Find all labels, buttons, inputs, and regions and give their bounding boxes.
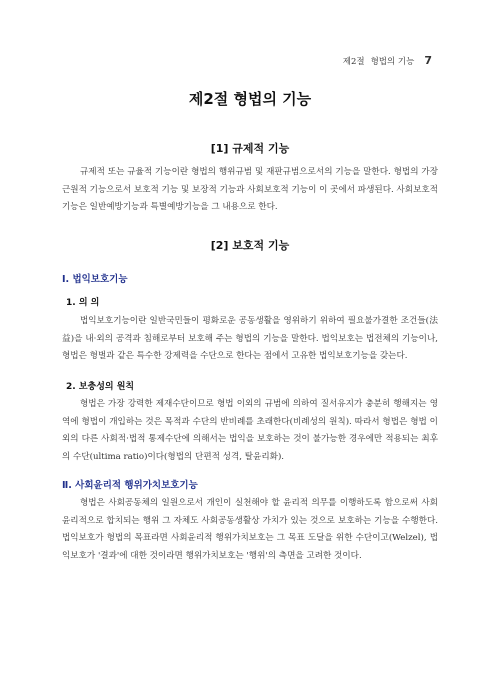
running-head-section: 제2절 xyxy=(342,57,365,67)
section-heading-regulatory: [1] 규제적 기능 xyxy=(210,142,290,155)
part-heading-social-ethical: Ⅱ. 사회윤리적 행위가치보호기능 xyxy=(62,480,198,491)
item-heading-meaning: 1. 의 의 xyxy=(66,298,100,308)
running-head-title: 형법의 기능 xyxy=(370,57,415,67)
running-head xyxy=(343,54,432,67)
paragraph-social-ethical: 형법은 사회공동체의 일원으로서 개인이 실천해야 할 윤리적 의무를 이행하도록 함으로써 사회윤리적으로 합치되는 행위 그 자체도 사회공동생활상 가치가 있는 것으로 보호하는 기능을 수행한다. 법익보호가 형법의 목표라면 사회윤리적 행위가치보호는 그 목표 도달을 위한 수단이고(Welzel), 법익보호가 '결과'에 대한 것이라면 행위가치보호는 '행위'의 측면을 고려한 것이다. xyxy=(62,498,438,561)
chapter-title: 제2절 형법의 기능 xyxy=(188,90,312,108)
item-heading-subsidiarity: 2. 보충성의 원칙 xyxy=(66,382,135,392)
part-heading-legal-interest: Ⅰ. 법익보호기능 xyxy=(62,274,128,285)
paragraph-meaning: 법익보호기능이란 일반국민들이 평화로운 공동생활을 영위하기 위하여 필요불가결한 조건들(法益)을 내·외의 공격과 침해로부터 보호해 주는 형법의 기능을 말한다. 법익보호는 법전체의 기능이나, 형법은 형벌과 같은 특수한 강제력을 수단으로 한다는 점에서 고유한 법익보호기능을 갖는다. xyxy=(62,316,438,361)
section-heading-protective: [2] 보호적 기능 xyxy=(210,239,290,252)
paragraph-subsidiarity: 형법은 가장 강력한 제재수단이므로 형법 이외의 규범에 의하여 질서유지가 충분히 행해지는 영역에 형법이 개입하는 것은 목적과 수단의 반비례를 초래한다(비례성의 원칙). 따라서 형법은 형법 이외의 다른 사회적·법적 통제수단에 의해서는 법익을 보호하는 것이 불가능한 경우에만 적용되는 최후의 수단(ultima ratio)이다(형법의 단편적 성격, 탈윤리화). xyxy=(62,399,438,462)
page-number: 7 xyxy=(424,54,432,67)
paragraph-regulatory: 규제적 또는 규율적 기능이란 형법의 행위규범 및 재판규범으로서의 기능을 말한다. 형법의 가장 근원적 기능으로서 보호적 기능 및 보장적 기능과 사회보호적 기능이 이 곳에서 파생된다. 사회보호적 기능은 일반예방기능과 특별예방기능을 그 내용으로 한다. xyxy=(62,167,438,212)
